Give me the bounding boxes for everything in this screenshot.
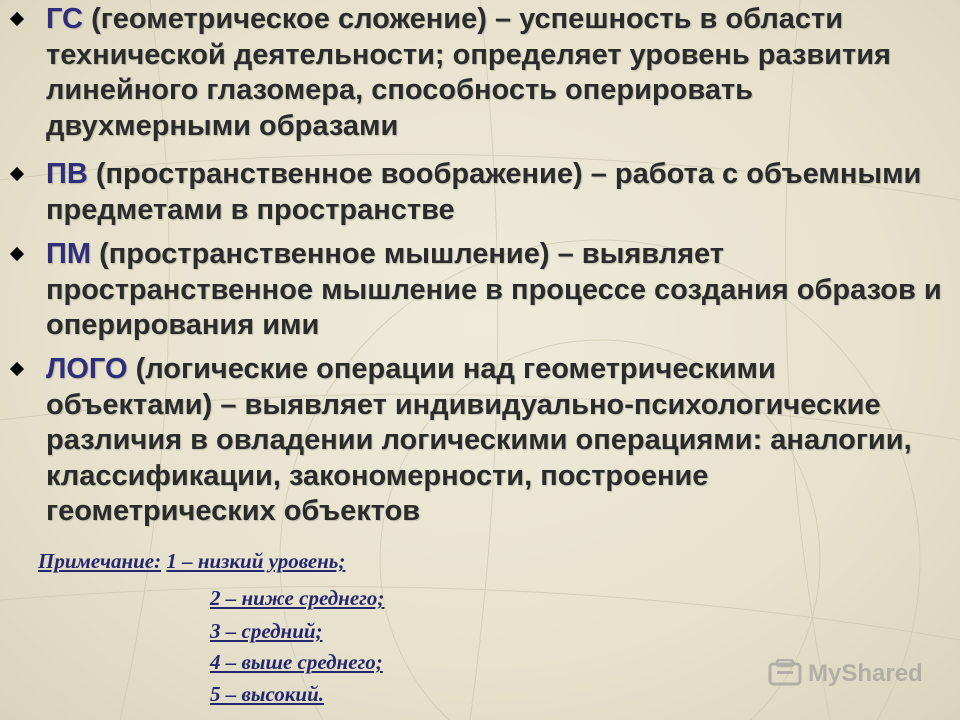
bullet-text <box>46 237 946 344</box>
bullet-text <box>46 352 946 530</box>
note-level-5: 5 – высокий. <box>210 682 325 706</box>
bullet-text <box>46 157 946 228</box>
myshared-logo-icon <box>768 659 802 689</box>
bullet-description: (пространственное мышление) – выявляет пространственное мышление в процессе создания образов и оперирования ими <box>46 238 942 341</box>
note-level-4: 4 – выше среднего; <box>210 650 383 674</box>
bullet-abbreviation: ЛОГО <box>46 353 128 385</box>
note-line-1 <box>38 549 345 574</box>
note-level-3: 3 – средний; <box>210 619 323 643</box>
diamond-bullet-icon <box>10 12 24 26</box>
watermark-text: MyShared <box>808 660 923 687</box>
note-level-1: 1 – низкий уровень; <box>166 549 346 573</box>
bullet-description: (логические операции над геометрическими объектами) – выявляет индивидуально-психологические различия в овладении логическими операциями: аналогии, классификации, закономерности, построение геометрических объектов <box>46 353 912 527</box>
diamond-bullet-icon <box>10 362 24 376</box>
note-line-2 <box>210 586 384 611</box>
bullet-description: (геометрическое сложение) – успешность в области технической деятельности; определяет уровень развития линейного глазомера, способность оперировать двухмерными образами <box>46 3 891 142</box>
bullet-text <box>46 2 946 144</box>
note-label: Примечание: <box>38 549 162 573</box>
diamond-bullet-icon <box>10 247 24 261</box>
bullet-abbreviation: ПМ <box>46 238 92 270</box>
myshared-watermark <box>768 656 923 692</box>
diamond-bullet-icon <box>10 167 24 181</box>
bullet-abbreviation: ГС <box>46 3 84 35</box>
note-line-5 <box>210 682 324 707</box>
bullet-abbreviation: ПВ <box>46 158 88 190</box>
note-line-3 <box>210 619 323 644</box>
bullet-description: (пространственное воображение) – работа с объемными предметами в пространстве <box>46 158 922 226</box>
note-line-4 <box>210 650 383 675</box>
note-level-2: 2 – ниже среднего; <box>210 586 385 610</box>
